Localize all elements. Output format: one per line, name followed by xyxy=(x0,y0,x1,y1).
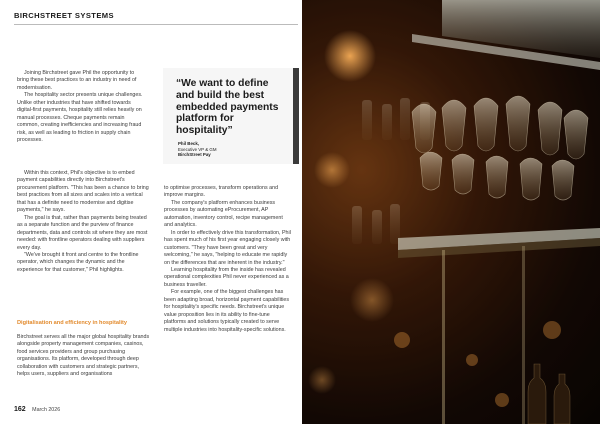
issue-date: March 2026 xyxy=(32,407,61,413)
paragraph: Birchstreet serves all the major global hospitality brands alongside property management companies, casinos, food services providers and group purchasing organisations. Its platform, developed through deep collaboration with customers and strategic partners, helps users, suppliers and organisations xyxy=(17,334,150,378)
page-number: 162 xyxy=(14,406,26,413)
header-divider xyxy=(14,24,298,25)
quote-name: Phil Beck, xyxy=(178,141,199,146)
body-column-left xyxy=(17,170,152,274)
photo-illustration xyxy=(302,0,600,424)
intro-column xyxy=(17,70,147,145)
paragraph: Within this context, Phil's objective is to embed payment capabilities directly into Birchstreet's procurement platform. "This has been a chance to bring best practices from all sizes and scales into a vertical that has a definite need to modernise and digitise payments," he says. xyxy=(17,170,149,214)
section-subheading: Digitalisation and efficiency in hospitality xyxy=(17,320,128,326)
paragraph: The goal is that, rather than payments being treated as a separate function and the purview of finance departments, data and controls sit where they are most needed: with frontline operators dealing with suppliers every day. xyxy=(17,214,148,251)
body-column-right xyxy=(164,185,292,334)
bar-glass-shelves-photo xyxy=(302,0,600,424)
page-footer xyxy=(14,406,60,413)
paragraph: to optimise processes, transform operations and improve margins. xyxy=(164,185,279,199)
paragraph: The company's platform enhances business processes by automating eProcurement, AP automation, inventory control, recipe management and analytics. xyxy=(164,199,283,229)
pull-quote-attribution xyxy=(178,141,278,158)
paragraph: Joining Birchstreet gave Phil the opportunity to bring these best practices to an industry in need of modernisation. xyxy=(17,70,137,91)
quote-company: BirchStreet Pay xyxy=(178,152,211,158)
paragraph: In order to effectively drive this transformation, Phil has spent much of his first year engaging closely with customers. "They have been great and very welcoming," he says, "helping to educate me rapidly on the differences that are inherent in the industry." xyxy=(164,229,291,266)
quote-role: Executive VP & GM xyxy=(178,146,217,152)
pull-quote-bar xyxy=(293,68,299,164)
paragraph: Learning hospitality from the inside has revealed operational complexities Phil never experienced as a business traveller. xyxy=(164,266,289,288)
paragraph: "We've brought it front and centre to the frontline operator, which changes the dynamic and the experience for that customer," Phil highlights. xyxy=(17,251,139,273)
section-header: BIRCHSTREET SYSTEMS xyxy=(14,11,115,20)
pull-quote-text: “We want to define and build the best embedded payments platform for hospitality” xyxy=(176,78,279,137)
paragraph: The hospitality sector presents unique challenges. Unlike other industries that have shifted towards digital-first payments, hospitality still relies heavily on manual processes. Cheque payments remain common, creating inefficiencies and increasing fraud risk, as well as leading to friction in supply chain processes. xyxy=(17,92,143,144)
body-column-left-continued xyxy=(17,334,152,379)
paragraph: For example, one of the biggest challenges has been adapting broad, horizontal payment capabilities for hospitality's specific needs. Birchstreet's unique value proposition lies in its ability to fine-tune platforms and solutions typically created to serve multiple industries into hospitality-specific solutions. xyxy=(164,289,290,333)
